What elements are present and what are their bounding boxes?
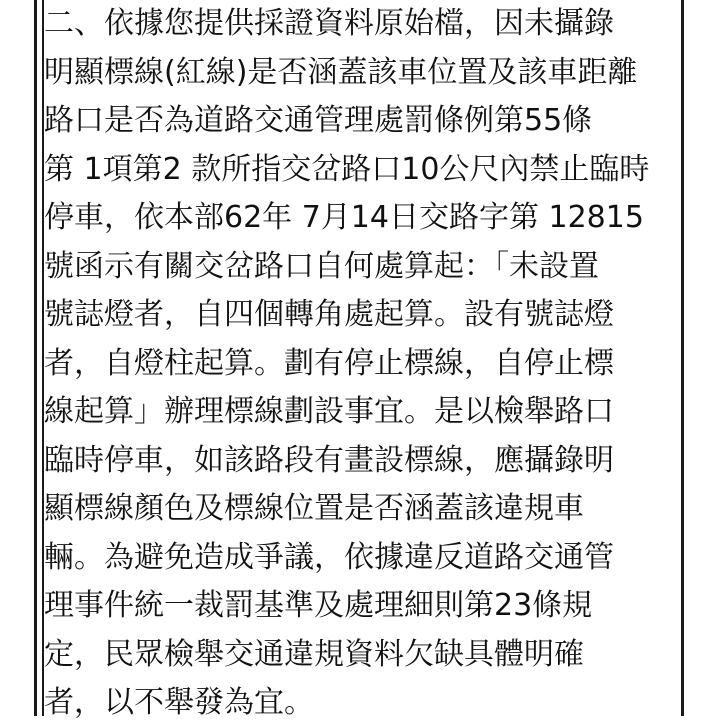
text-line: 者，以不舉發為宜。 [44,685,314,720]
text-line: 臨時停車，如該路段有畫設標線，應攝錄明 [44,442,614,478]
text-line: 號函示有關交岔路口自何處算起：「未設置 [44,248,599,284]
text-line: 號誌燈者，自四個轉角處起算。設有號誌燈 [44,297,614,332]
text-line: 二、依據您提供採證資料原始檔，因未攝錄 [44,6,614,41]
text-line: 定，民眾檢舉交通違規資料欠缺具體明確 [44,636,584,672]
text-line: 第 1項第2 款所指交岔路口10公尺內禁止臨時 [44,151,650,187]
text-line: 顯標線顏色及標線位置是否涵蓋該違規車 [44,491,584,526]
text-line: 輛。為避免造成爭議，依據違反道路交通管 [44,539,614,575]
text-line: 停車，依本部62年 7月14日交路字第 12815 [44,200,644,235]
text-line: 明顯標線(紅線)是否涵蓋該車位置及該車距離 [44,54,638,90]
text-line: 路口是否為道路交通管理處罰條例第55條 [44,103,593,138]
document-body [44,0,684,728]
text-line: 者，自燈柱起算。劃有停止標線，自停止標 [44,345,614,381]
text-line: 理事件統一裁罰基準及處理細則第23條規 [44,588,593,623]
text-line: 線起算」辦理標線劃設事宜。是以檢舉路口 [44,394,614,429]
